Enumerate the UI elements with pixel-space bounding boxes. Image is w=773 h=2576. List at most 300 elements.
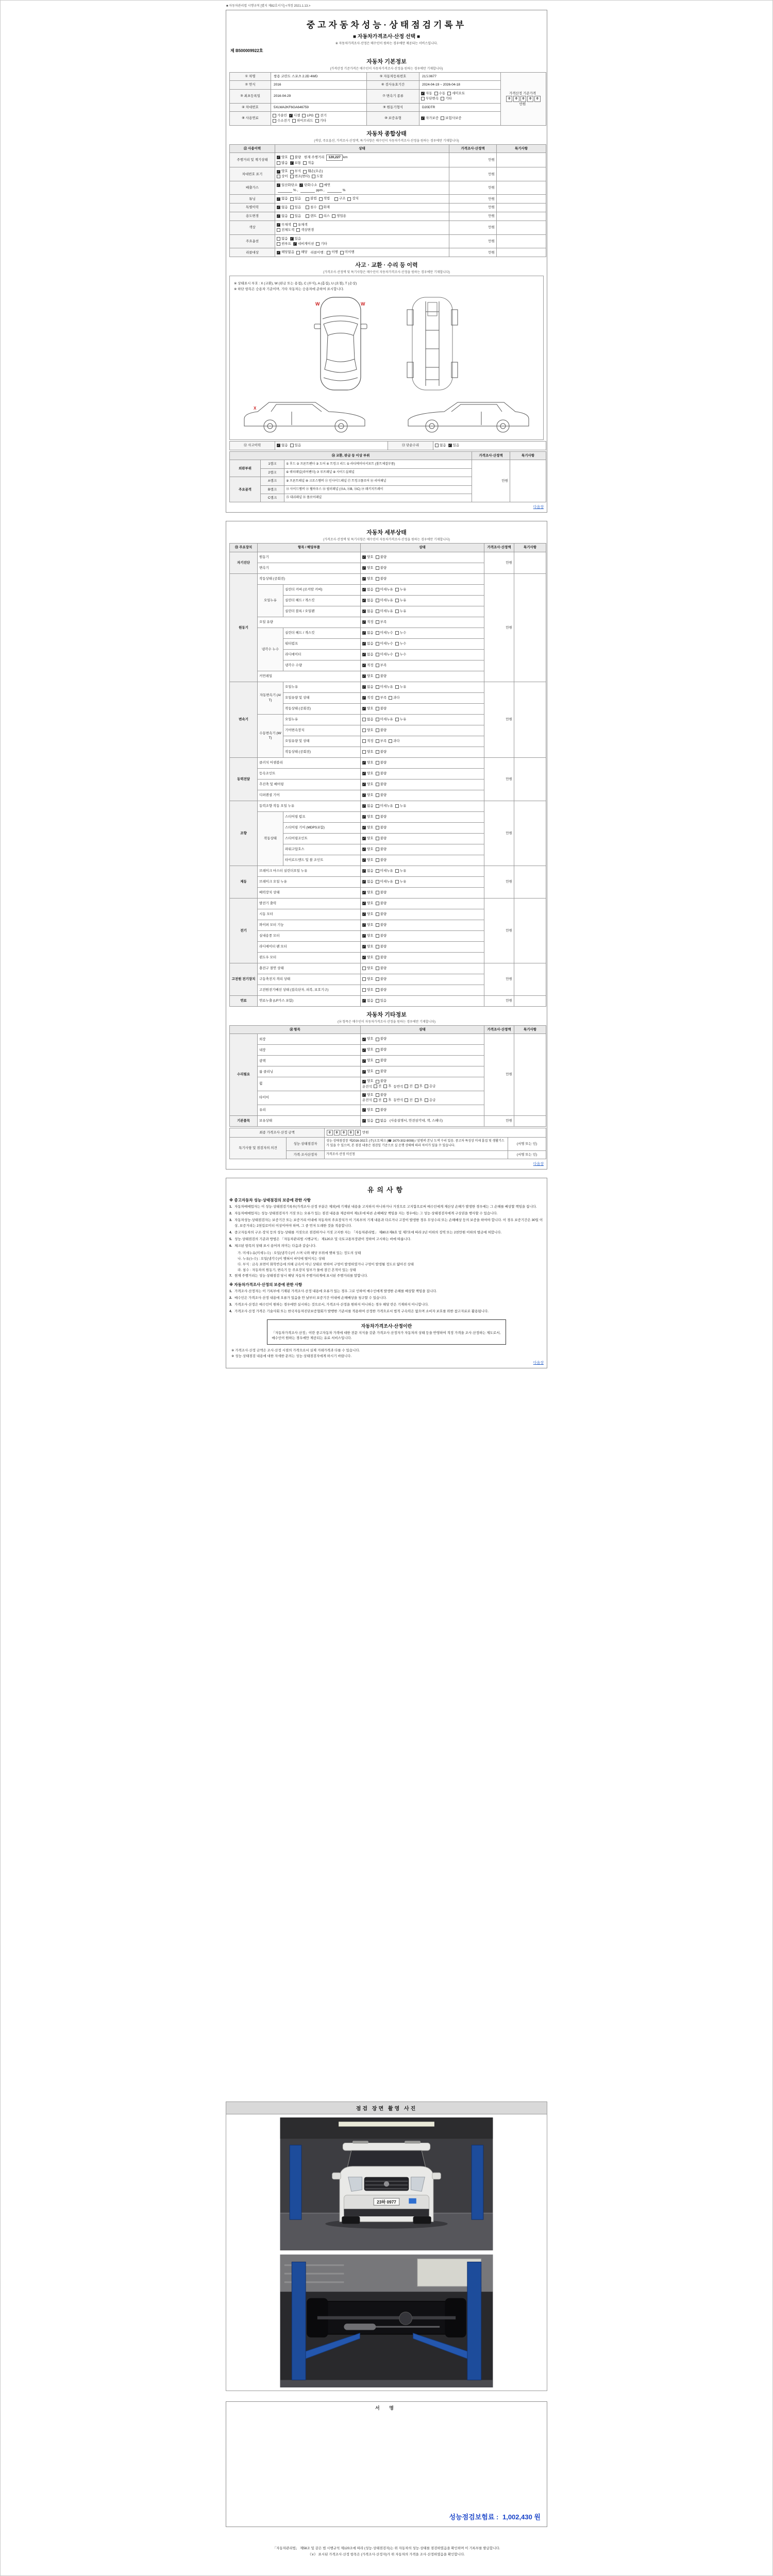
- blank-field[interactable]: [327, 189, 342, 193]
- header-cell: 상태: [361, 1025, 484, 1033]
- checkbox-미세누수[interactable]: [376, 631, 393, 635]
- checkbox-양호[interactable]: [362, 1037, 374, 1041]
- cell: [361, 952, 484, 963]
- checkbox-일산화탄소[interactable]: [277, 183, 297, 188]
- checkbox-양호[interactable]: [277, 155, 288, 160]
- checkbox-icon: [374, 1098, 377, 1102]
- checkbox-불량[interactable]: [376, 1093, 387, 1097]
- checkbox-불량[interactable]: [376, 847, 387, 852]
- checkbox-없음[interactable]: [376, 1118, 387, 1123]
- table-row: [230, 103, 546, 111]
- checkbox-있음[interactable]: [290, 443, 301, 448]
- checkbox-후[interactable]: [383, 1098, 391, 1103]
- checkbox-탄화수소[interactable]: [299, 183, 317, 188]
- checkbox-후[interactable]: [383, 1084, 391, 1089]
- cell: 주행거리 및 계기상태: [230, 153, 275, 167]
- checkbox-icon: [362, 728, 366, 732]
- cell: 타이어: [258, 1091, 361, 1105]
- checkbox-부족[interactable]: [376, 620, 387, 624]
- checkbox-불량[interactable]: [290, 155, 301, 160]
- checkbox-불량[interactable]: [376, 1058, 387, 1063]
- checkbox-적정[interactable]: [362, 739, 374, 743]
- checkbox-색상변경[interactable]: [296, 228, 314, 232]
- checkbox-label: 미세누유: [380, 717, 393, 721]
- checkbox-있음[interactable]: [290, 214, 301, 218]
- checkbox-전[interactable]: [405, 1084, 412, 1089]
- checkbox-가솔린[interactable]: [273, 113, 287, 118]
- checkbox-icon: ✓: [422, 117, 425, 121]
- checkbox-label: 불량: [380, 901, 387, 905]
- cell: ⑬ 단순수리: [388, 442, 433, 450]
- next-page-link-1[interactable]: 다음장: [533, 505, 544, 510]
- checkbox-양호[interactable]: [362, 1079, 374, 1083]
- checkbox-불량[interactable]: [376, 923, 387, 927]
- checkbox-미세누유[interactable]: [376, 685, 393, 689]
- document-title: 중고자동차성능·상태점검기록부: [306, 20, 467, 30]
- checkbox-icon: [376, 653, 379, 656]
- checkbox-label: 미이행: [344, 250, 355, 255]
- checkbox-기타[interactable]: [315, 118, 327, 123]
- checkbox-양호[interactable]: [362, 771, 374, 776]
- checkbox-불량[interactable]: [376, 912, 387, 917]
- checkbox-유채색[interactable]: [293, 223, 308, 227]
- table-row: [230, 248, 546, 257]
- notice-subitem: 라. 침수 : 자동차의 원동기, 변속기 등 주요장치 일부가 물에 잠긴 흔적이 있는 상태: [238, 1268, 356, 1272]
- checkbox-양호[interactable]: [362, 847, 374, 852]
- checkbox-부족[interactable]: [376, 696, 387, 700]
- checkbox-불량[interactable]: [376, 750, 387, 754]
- checkbox-있음[interactable]: [448, 443, 460, 448]
- checkbox-label: 양호: [367, 901, 374, 905]
- checkbox-미이행[interactable]: [340, 250, 355, 255]
- notice-item: [229, 1211, 544, 1216]
- checkbox-없음[interactable]: [362, 879, 374, 884]
- cell: ⑩ 보증유형: [367, 111, 419, 125]
- checkbox-누수[interactable]: [395, 652, 407, 657]
- checkbox-양호[interactable]: [362, 1058, 374, 1063]
- cell: ⑧ 사용연료: [230, 111, 271, 125]
- checkbox-불량[interactable]: [376, 728, 387, 733]
- checkbox-적법[interactable]: [319, 196, 330, 201]
- basic-info-table: [229, 72, 546, 126]
- checkbox-label: 없음: [281, 444, 288, 448]
- checkbox-양호[interactable]: [362, 706, 374, 711]
- blank-field[interactable]: [278, 189, 292, 193]
- checkbox-icon: [376, 988, 379, 992]
- checkbox-훼손(오손)[interactable]: [303, 169, 323, 174]
- checkbox-양호[interactable]: [362, 825, 374, 830]
- checkbox-불량[interactable]: [376, 674, 387, 679]
- checkbox-있음[interactable]: [290, 236, 301, 241]
- checkbox-불량[interactable]: [376, 1047, 387, 1052]
- checkbox-label: 미세누수: [380, 652, 393, 656]
- checkbox-양호[interactable]: [362, 858, 374, 862]
- checkbox-누수[interactable]: [395, 631, 407, 635]
- checkbox-없음[interactable]: [362, 717, 374, 722]
- checkbox-적음[interactable]: [303, 161, 314, 165]
- checkbox-누유[interactable]: [395, 685, 407, 689]
- checkbox-불량[interactable]: [376, 1037, 387, 1041]
- checkbox-전[interactable]: [374, 1098, 381, 1103]
- checkbox-양호[interactable]: [362, 934, 374, 938]
- checkbox-미세누유[interactable]: [376, 804, 393, 808]
- blank-field[interactable]: [300, 189, 315, 193]
- checkbox-불량[interactable]: [376, 955, 387, 960]
- checkbox-icon: [376, 891, 379, 894]
- cell: [419, 89, 501, 103]
- checkbox-label: 불량: [380, 706, 387, 710]
- checkbox-불량[interactable]: [376, 988, 387, 992]
- checkbox-수동[interactable]: [434, 91, 446, 96]
- checkbox-양호[interactable]: [362, 793, 374, 798]
- checkbox-양호[interactable]: [362, 923, 374, 927]
- checkbox-양호[interactable]: [362, 555, 374, 560]
- checkbox-누유[interactable]: [395, 587, 407, 592]
- checkbox-label: 미세누수: [380, 641, 393, 646]
- checkbox-없음[interactable]: [362, 998, 374, 1003]
- checkbox-기타[interactable]: [441, 96, 452, 101]
- checkbox-수소전기[interactable]: [273, 118, 290, 123]
- checkbox-렌트[interactable]: [306, 214, 317, 218]
- checkbox-불량[interactable]: [376, 815, 387, 819]
- checkbox-불법[interactable]: [306, 196, 317, 201]
- cell: 만원: [484, 866, 514, 898]
- checkbox-label: 양호: [367, 771, 374, 775]
- checkbox-양호[interactable]: [362, 674, 374, 679]
- checkbox-불량[interactable]: [376, 577, 387, 581]
- signature-box[interactable]: [226, 2401, 547, 2527]
- checkbox-불량[interactable]: [376, 1108, 387, 1112]
- checkbox-누유[interactable]: [395, 717, 407, 722]
- checkbox-없음[interactable]: [277, 236, 288, 241]
- checkbox-불량[interactable]: [376, 555, 387, 560]
- table-row: [230, 1138, 546, 1151]
- cell: A랭크: [261, 477, 284, 485]
- cell: B랭크: [261, 485, 284, 494]
- checkbox-양호[interactable]: [362, 966, 374, 971]
- checkbox-불량[interactable]: [376, 771, 387, 776]
- notice-item-text: 체크된 항목의 상태 표시 용어의 의미는 다음과 같습니다.: [234, 1244, 316, 1248]
- cell: 5XLWA2KF6GA646759: [271, 103, 367, 111]
- checkbox-장치[interactable]: [347, 196, 359, 201]
- cell: 오일누유: [283, 714, 361, 725]
- checkbox-양호[interactable]: [362, 836, 374, 841]
- checkbox-양호[interactable]: [362, 1108, 374, 1112]
- checkbox-없음[interactable]: [277, 196, 288, 201]
- table-row: [230, 81, 546, 89]
- cell: [361, 811, 484, 822]
- cell: [361, 638, 484, 649]
- cell: [361, 757, 484, 768]
- checkbox-없음[interactable]: [362, 685, 374, 689]
- checkbox-불량[interactable]: [376, 782, 387, 787]
- checkbox-있음[interactable]: [290, 196, 301, 201]
- checkbox-label: 이행: [331, 250, 338, 255]
- checkbox-양호[interactable]: [362, 760, 374, 765]
- checkbox-양호[interactable]: [362, 977, 374, 981]
- checkbox-기타[interactable]: [316, 242, 327, 246]
- cell: 실린더 헤드 / 개스킷: [283, 628, 361, 638]
- value-box: 0: [327, 1130, 333, 1136]
- checkbox-양호[interactable]: [362, 750, 374, 754]
- checkbox-디젤[interactable]: [289, 113, 300, 118]
- checkbox-icon: [327, 251, 330, 255]
- text: 동반석: [393, 1084, 404, 1089]
- checkbox-label: 수동: [439, 91, 446, 95]
- checkbox-양호[interactable]: [362, 912, 374, 917]
- checkbox-누유[interactable]: [395, 609, 407, 614]
- checkbox-icon: ✓: [293, 242, 296, 246]
- checkbox-도말[interactable]: [312, 174, 323, 179]
- checkbox-없음[interactable]: [277, 205, 288, 210]
- checkbox-무채색[interactable]: [277, 223, 291, 227]
- checkbox-자가보증[interactable]: [421, 116, 439, 121]
- checkbox-label: 미세누유: [380, 587, 393, 591]
- checkbox-양호[interactable]: [362, 782, 374, 787]
- checkbox-변조(변타)[interactable]: [290, 174, 310, 179]
- checkbox-전체도색[interactable]: [277, 228, 294, 232]
- checkbox-없음[interactable]: [362, 652, 374, 657]
- checkbox-없음[interactable]: [362, 587, 374, 592]
- cell: 라디에이터: [283, 649, 361, 660]
- checkbox-누유[interactable]: [395, 598, 407, 603]
- checkbox-응급[interactable]: [425, 1084, 436, 1089]
- checkbox-불량[interactable]: [376, 825, 387, 830]
- checkbox-상이[interactable]: [277, 174, 288, 179]
- checkbox-후[interactable]: [415, 1098, 423, 1103]
- checkbox-해당없음[interactable]: [277, 250, 294, 255]
- notice-item: [229, 1309, 544, 1314]
- checkbox-미세누수[interactable]: [376, 641, 393, 646]
- cell: 만원: [449, 181, 497, 195]
- checkbox-양호[interactable]: [362, 577, 374, 581]
- checkbox-없음[interactable]: [362, 598, 374, 603]
- checkbox-icon: ✓: [363, 772, 366, 776]
- checkbox-세미오토[interactable]: [447, 91, 465, 96]
- checkbox-label: 불량: [380, 1070, 387, 1074]
- checkbox-불량[interactable]: [376, 858, 387, 862]
- cell: 성능·상태점검자: [287, 1138, 325, 1151]
- checkbox-label: 양호: [367, 1079, 374, 1083]
- checkbox-label: 양호: [367, 815, 374, 819]
- checkbox-누유[interactable]: [395, 879, 407, 884]
- checkbox-해당[interactable]: [296, 250, 308, 255]
- checkbox-icon: ✓: [363, 578, 366, 581]
- checkbox-많음[interactable]: [277, 161, 288, 165]
- checkbox-침수[interactable]: [306, 205, 317, 210]
- checkbox-icon: ✓: [363, 956, 366, 960]
- checkbox-icon: [383, 1084, 387, 1088]
- checkbox-불량[interactable]: [376, 890, 387, 895]
- checkbox-미세누유[interactable]: [376, 587, 393, 592]
- checkbox-없음[interactable]: [362, 609, 374, 614]
- checkbox-보통[interactable]: [290, 161, 301, 165]
- rect: [467, 2262, 481, 2380]
- checkbox-icon: [395, 642, 399, 646]
- checkbox-불량[interactable]: [376, 793, 387, 798]
- checkbox-불량[interactable]: [376, 901, 387, 906]
- footer-line-2: 《∨》 표시된 가격조사·산정 항목은 (가격조사·산정자)가 위 자동차의 가격을 조사·산정하였음을 확인합니다.: [308, 2552, 465, 2556]
- checkbox-적정[interactable]: [362, 663, 374, 668]
- checkbox-icon: ✓: [363, 642, 366, 646]
- checkbox-icon: ✓: [363, 686, 366, 689]
- checkbox-매연[interactable]: [320, 183, 331, 188]
- checkbox-양호[interactable]: [362, 1047, 374, 1052]
- next-page-link-2[interactable]: 다음장: [533, 1162, 544, 1166]
- checkbox-양호[interactable]: [362, 1069, 374, 1074]
- checkbox-없음[interactable]: [362, 804, 374, 808]
- table-row: [230, 573, 546, 584]
- checkbox-구조[interactable]: [334, 196, 346, 201]
- checkbox-미세누유[interactable]: [376, 879, 393, 884]
- checkbox-있음[interactable]: [362, 1118, 374, 1123]
- checkbox-미세누유[interactable]: [376, 869, 393, 873]
- checkbox-후[interactable]: [415, 1084, 423, 1089]
- checkbox-icon: [332, 214, 335, 218]
- checkbox-없음[interactable]: [435, 443, 446, 448]
- checkbox-불량[interactable]: [376, 944, 387, 949]
- checkbox-label: 불량: [380, 836, 387, 840]
- cell: 변속기: [230, 682, 258, 757]
- checkbox-없음[interactable]: [362, 641, 374, 646]
- checkbox-과다[interactable]: [389, 696, 400, 700]
- cell: 파워고압호스: [283, 844, 361, 855]
- checkbox-불량[interactable]: [376, 706, 387, 711]
- checkbox-불량[interactable]: [376, 966, 387, 971]
- checkbox-양호[interactable]: [362, 955, 374, 960]
- checkbox-icon: ✓: [363, 945, 366, 949]
- checkbox-미세누수[interactable]: [376, 652, 393, 657]
- checkbox-부족[interactable]: [376, 663, 387, 668]
- diagram-row-top: [233, 294, 540, 393]
- checkbox-누수[interactable]: [395, 641, 407, 646]
- checkbox-과다[interactable]: [389, 739, 400, 743]
- checkbox-label: 무단변속: [426, 96, 439, 100]
- checkbox-썬루프[interactable]: [277, 242, 291, 246]
- checkbox-있음[interactable]: [290, 205, 301, 210]
- rect: [290, 2145, 301, 2219]
- checkbox-있음[interactable]: [376, 998, 387, 1003]
- checkbox-label: 양호: [367, 1059, 374, 1063]
- checkbox-전[interactable]: [374, 1084, 381, 1089]
- license-plate-text: 23하 0977: [377, 2200, 396, 2205]
- checkbox-미세누유[interactable]: [376, 609, 393, 614]
- checkbox-label: 부식: [294, 170, 301, 174]
- checkbox-자동[interactable]: [421, 91, 432, 96]
- checkbox-label: 양호: [367, 890, 374, 894]
- checkbox-적정[interactable]: [362, 620, 374, 624]
- cell: 원동기: [230, 573, 258, 682]
- checkbox-icon: ✓: [290, 161, 293, 165]
- checkbox-양호[interactable]: [362, 890, 374, 895]
- checkbox-label: 양호: [367, 1070, 374, 1074]
- definition-box-title: 자동차가격조사·산정이란: [361, 1323, 412, 1329]
- checkbox-적정[interactable]: [362, 696, 374, 700]
- checkbox-불량[interactable]: [376, 1069, 387, 1074]
- checkbox-불량[interactable]: [376, 566, 387, 570]
- text: %: [342, 188, 346, 192]
- text: (사용설명서, 안전삼각대, 잭, 스패너): [389, 1119, 443, 1123]
- checkbox-전기[interactable]: [315, 113, 327, 118]
- checkbox-양호[interactable]: [362, 901, 374, 906]
- checkbox-영업용[interactable]: [332, 214, 346, 218]
- checkbox-label: 불량: [380, 858, 387, 862]
- checkbox-누유[interactable]: [395, 804, 407, 808]
- checkbox-양호[interactable]: [362, 988, 374, 992]
- checkbox-icon: [441, 116, 444, 120]
- checkbox-전[interactable]: [405, 1098, 412, 1103]
- checkbox-양호[interactable]: [362, 944, 374, 949]
- checkbox-누유[interactable]: [395, 869, 407, 873]
- checkbox-label: 적음: [308, 161, 314, 165]
- checkbox-미세누유[interactable]: [376, 717, 393, 722]
- cell: 브레이크 마스터 실린더오일 누유: [258, 866, 361, 876]
- checkbox-불량[interactable]: [376, 1079, 387, 1083]
- checkbox-label: 미세누수: [380, 631, 393, 635]
- checkbox-양호[interactable]: [362, 728, 374, 733]
- checkbox-LPG[interactable]: [302, 113, 313, 118]
- checkbox-이행[interactable]: [327, 250, 338, 255]
- checkbox-없음[interactable]: [362, 631, 374, 635]
- checkbox-네비게이션[interactable]: [293, 242, 314, 246]
- checkbox-하이브리드[interactable]: [292, 118, 313, 123]
- notice-item-text: 자동차매매업자는 이 성능·상태점검기록부(가격조사·산정 부분은 제외)에 기재된 내용을 고지하지 아니하거나 거짓으로 고지함으로써 매수인에게 재산상 손해가 발생한 경우에는 그 손해를 배상할 책임을 집니다.: [234, 1205, 537, 1209]
- checkbox-icon: ✓: [363, 610, 366, 614]
- table-row: [230, 181, 546, 195]
- checkbox-화재[interactable]: [319, 205, 330, 210]
- checkbox-불량[interactable]: [376, 760, 387, 765]
- checkbox-label: 해당: [301, 250, 308, 255]
- checkbox-불량[interactable]: [376, 934, 387, 938]
- cell: [275, 204, 449, 212]
- checkbox-부식[interactable]: [290, 169, 301, 174]
- checkbox-없음[interactable]: [277, 214, 288, 218]
- checkbox-icon: [435, 444, 439, 447]
- checkbox-보험사보증[interactable]: [441, 116, 461, 121]
- checkbox-양호[interactable]: [362, 1093, 374, 1097]
- checkbox-리스[interactable]: [319, 214, 330, 218]
- checkbox-부족[interactable]: [376, 739, 387, 743]
- cell: [275, 167, 449, 181]
- checkbox-무단변속[interactable]: [421, 96, 439, 101]
- checkbox-label: 유채색: [297, 223, 308, 227]
- checkbox-양호[interactable]: [362, 815, 374, 819]
- checkbox-label: 양호: [367, 750, 374, 754]
- checkbox-icon: [376, 934, 379, 938]
- checkbox-icon: ✓: [422, 92, 425, 96]
- cell: [361, 1091, 484, 1105]
- checkbox-label: 리스: [323, 214, 330, 218]
- checkbox-미세누유[interactable]: [376, 598, 393, 603]
- rect: [342, 2216, 360, 2224]
- car-underbody-frame-diagram: [402, 294, 463, 393]
- checkbox-불량[interactable]: [376, 836, 387, 841]
- cell: 자기진단: [230, 552, 258, 573]
- checkbox-없음[interactable]: [362, 869, 374, 873]
- cell: 클러치 어셈블리: [258, 757, 361, 768]
- checkbox-양호[interactable]: [277, 169, 288, 174]
- next-page-link-3[interactable]: 다음장: [533, 1361, 544, 1365]
- checkbox-양호[interactable]: [362, 566, 374, 570]
- checkbox-없음[interactable]: [277, 443, 288, 448]
- checkbox-불량[interactable]: [376, 977, 387, 981]
- circle: [384, 2181, 389, 2187]
- cell: [361, 963, 484, 974]
- cell: [361, 822, 484, 833]
- rect: [343, 2143, 430, 2150]
- checkbox-응급[interactable]: [425, 1098, 436, 1103]
- path: [408, 402, 529, 426]
